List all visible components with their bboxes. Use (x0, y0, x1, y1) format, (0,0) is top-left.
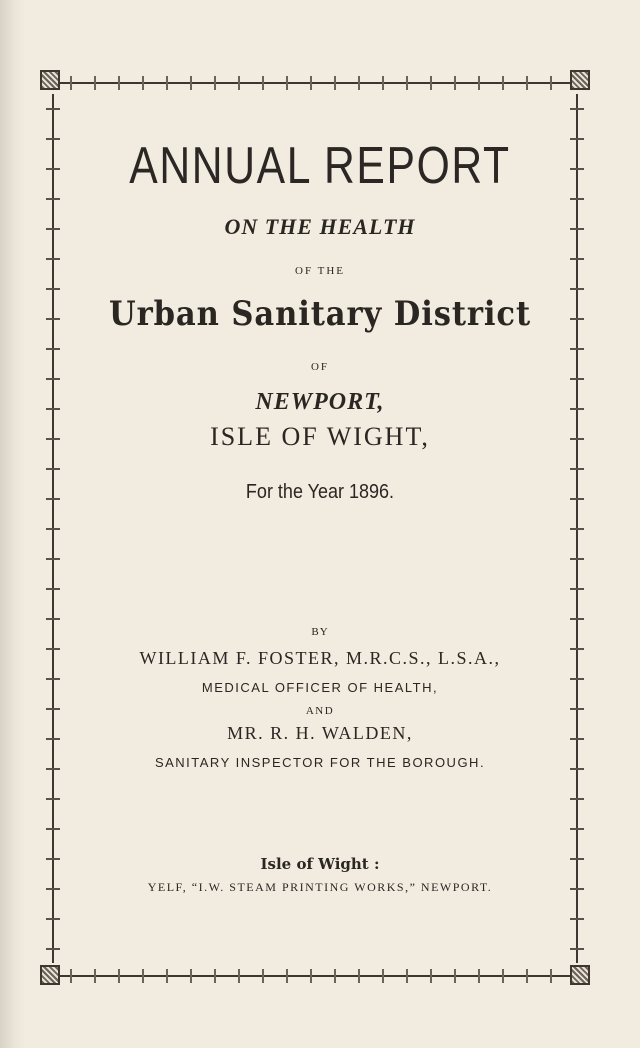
by-label: BY (311, 626, 329, 638)
corner-ornament-bottom-right (570, 965, 590, 985)
author2-role: SANITARY INSPECTOR FOR THE BOROUGH. (154, 755, 486, 770)
author1-role: MEDICAL OFFICER OF HEALTH, (201, 680, 439, 695)
island-name: ISLE OF WIGHT, (210, 422, 430, 451)
and-label: AND (305, 705, 335, 717)
border-top (60, 76, 570, 90)
corner-ornament-top-left (40, 70, 60, 90)
author2-name: MR. R. H. WALDEN, (227, 723, 413, 743)
corner-ornament-top-right (570, 70, 590, 90)
decorative-border-frame (40, 70, 590, 985)
of-the-label: OF THE (295, 265, 345, 277)
year-line: For the Year 1896. (245, 481, 395, 503)
report-subtitle: ON THE HEALTH (224, 214, 416, 239)
border-bottom (60, 969, 570, 983)
corner-ornament-bottom-left (40, 965, 60, 985)
district-name: Urban Sanitary District (109, 294, 531, 334)
author1-name: WILLIAM F. FOSTER, M.R.C.S., L.S.A., (139, 648, 501, 668)
report-title: ANNUAL REPORT (129, 137, 511, 195)
of-label: OF (310, 361, 330, 373)
publication-place: Isle of Wight : (260, 855, 380, 873)
printer-line: YELF, “I.W. STEAM PRINTING WORKS,” NEWPORT. (147, 880, 493, 894)
town-name: NEWPORT, (255, 389, 385, 415)
